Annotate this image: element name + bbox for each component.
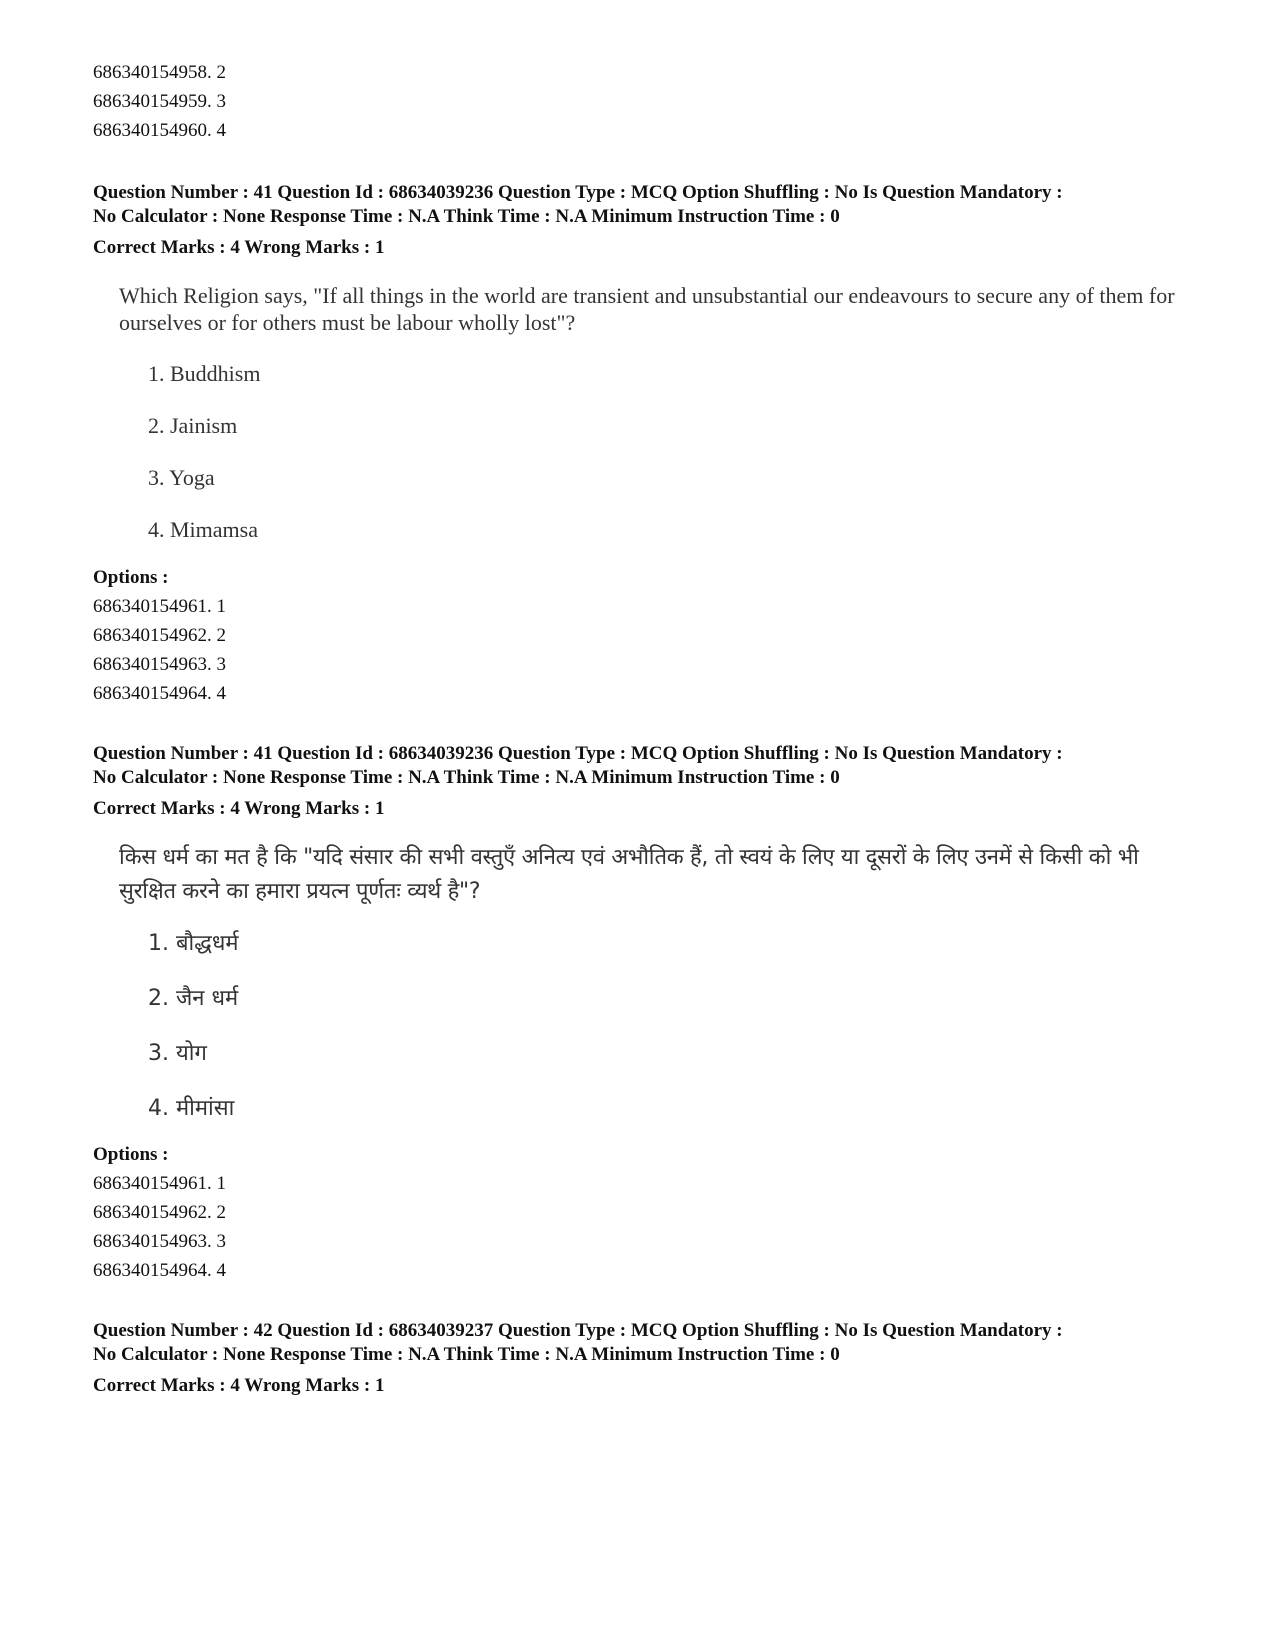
question-marks: Correct Marks : 4 Wrong Marks : 1 <box>93 1375 385 1396</box>
options-list <box>93 592 1203 708</box>
option-line: 686340154962. 2 <box>93 625 226 646</box>
question-meta-line-1: Question Number : 41 Question Id : 68634039236 Question Type : MCQ Option Shuffling : No Is Question Mandatory : <box>93 743 1063 764</box>
option-line: 686340154960. 4 <box>93 120 226 141</box>
option-line: 686340154962. 2 <box>93 1202 226 1223</box>
question-meta-line-1: Question Number : 41 Question Id : 68634039236 Question Type : MCQ Option Shuffling : No Is Question Mandatory : <box>93 182 1063 203</box>
options-label: Options : <box>93 567 169 588</box>
question-meta <box>93 181 1203 229</box>
option-line: 686340154959. 3 <box>93 91 226 112</box>
answer-choice: 3. Yoga <box>148 465 215 490</box>
question-marks: Correct Marks : 4 Wrong Marks : 1 <box>93 798 385 819</box>
option-line: 686340154963. 3 <box>93 1231 226 1252</box>
answer-choice: 3. योग <box>148 1041 207 1066</box>
question-meta-line-1: Question Number : 42 Question Id : 68634039237 Question Type : MCQ Option Shuffling : No Is Question Mandatory : <box>93 1320 1063 1341</box>
question-text: किस धर्म का मत है कि "यदि संसार की सभी वस्तुएँ अनित्य एवं अभौतिक हैं, तो स्वयं के लिए या दूसरों के लिए उनमें से किसी को भी सुरक्षित करने का हमारा प्रयत्न पूर्णतः व्यर्थ है"? <box>119 845 1139 904</box>
option-line: 686340154963. 3 <box>93 654 226 675</box>
question-meta-line-2: No Calculator : None Response Time : N.A Think Time : N.A Minimum Instruction Time : 0 <box>93 767 840 788</box>
option-line: 686340154961. 1 <box>93 1173 226 1194</box>
question-block-english <box>93 181 1203 708</box>
answer-choice: 1. Buddhism <box>148 361 261 386</box>
question-meta-line-2: No Calculator : None Response Time : N.A Think Time : N.A Minimum Instruction Time : 0 <box>93 206 840 227</box>
question-meta <box>93 1319 1203 1367</box>
question-meta-line-2: No Calculator : None Response Time : N.A Think Time : N.A Minimum Instruction Time : 0 <box>93 1344 840 1365</box>
previous-options-list <box>93 58 1203 145</box>
question-content <box>119 282 1203 543</box>
option-line: 686340154958. 2 <box>93 62 226 83</box>
question-content <box>119 841 1203 1124</box>
answer-choice: 1. बौद्धधर्म <box>148 931 239 956</box>
option-line: 686340154964. 4 <box>93 683 226 704</box>
document-page <box>93 58 1203 1400</box>
answer-choice: 2. जैन धर्म <box>148 986 239 1011</box>
question-block-next <box>93 1319 1203 1400</box>
options-label: Options : <box>93 1144 169 1165</box>
option-line: 686340154961. 1 <box>93 596 226 617</box>
question-meta <box>93 742 1203 790</box>
question-text: Which Religion says, "If all things in the world are transient and unsubstantial our endeavours to secure any of them for ourselves or for others must be labour wholly lost"? <box>119 283 1175 335</box>
question-block-hindi <box>93 742 1203 1285</box>
answer-choice: 4. मीमांसा <box>148 1096 235 1121</box>
question-marks: Correct Marks : 4 Wrong Marks : 1 <box>93 237 385 258</box>
options-list <box>93 1169 1203 1285</box>
option-line: 686340154964. 4 <box>93 1260 226 1281</box>
answer-choice: 2. Jainism <box>148 413 238 438</box>
answer-choice: 4. Mimamsa <box>148 517 258 542</box>
